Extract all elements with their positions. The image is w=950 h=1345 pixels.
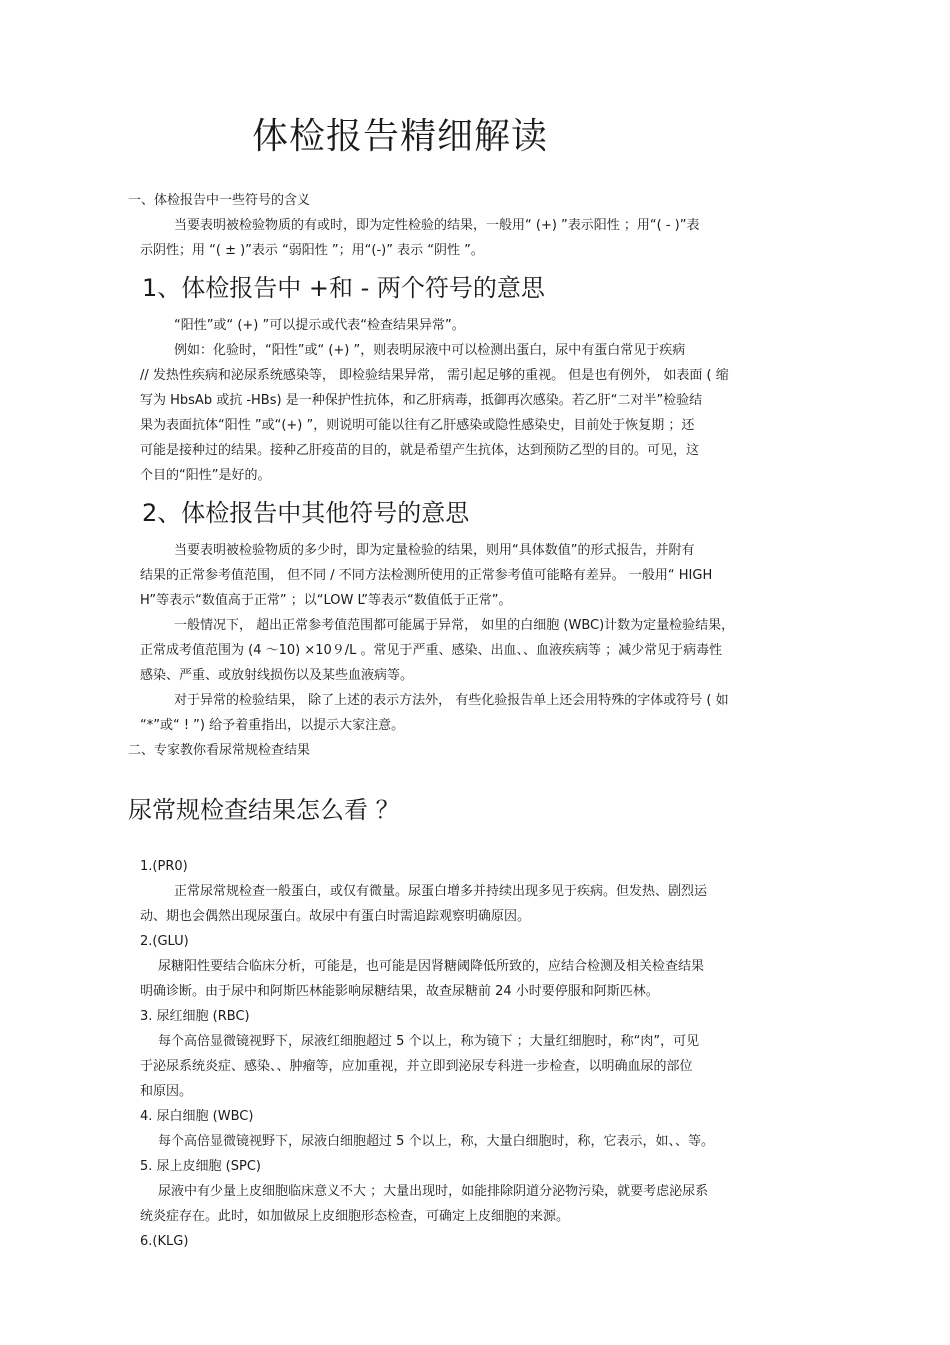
paragraph-line: 于泌尿系统炎症、感染、、肿瘤等，应加重视，并立即到泌尿专科进一步检查，以明确血尿的部位 xyxy=(140,1059,693,1074)
urinalysis-heading: 尿常规检查结果怎么看 ？ xyxy=(128,796,400,824)
paragraph-line: 感染、严重、或放射线损伤以及某些血液病等。 xyxy=(140,668,414,683)
paragraph-line: 可能是接种过的结果。接种乙肝疫苗的目的，就是希望产生抗体，达到预防乙型的目的。可见，这 xyxy=(140,443,700,458)
paragraph-line: // 发热性疾病和泌尿系统感染等， 即检验结果异常， 需引起足够的重视。 但是也有例外， 如表面 ( 缩 xyxy=(140,368,729,383)
paragraph-line: 果为表面抗体“阳性 ”或“(+) ”，则说明可能以往有乙肝感染或隐性感染史，目前处于恢复期 ；还 xyxy=(140,418,695,433)
paragraph-line: 尿液中有少量上皮细胞临床意义不大 ；大量出现时，如能排除阴道分泌物污染，就要考虑泌尿系 xyxy=(158,1184,709,1199)
item-3-heading: 3. 尿红细胞 (RBC) xyxy=(140,1009,250,1024)
paragraph-line: 对于异常的检验结果， 除了上述的表示方法外， 有些化验报告单上还会用特殊的字体或符号 ( 如 xyxy=(174,693,729,708)
item-1-heading: 1.(PR0) xyxy=(140,859,188,874)
paragraph-line: 明确诊断。由于尿中和阿斯匹林能影响尿糖结果，故查尿糖前 24 小时要停服和阿斯匹林。 xyxy=(140,984,659,999)
paragraph-line: 结果的正常参考值范围， 但不同 / 不同方法检测所使用的正常参考值可能略有差异。 一般用“ HIGH xyxy=(140,568,713,583)
item-5-heading: 5. 尿上皮细胞 (SPC) xyxy=(140,1159,261,1174)
item-6-heading: 6.(KLG) xyxy=(140,1234,189,1249)
subsection-1-heading: 1、体检报告中 +和 - 两个符号的意思 xyxy=(142,274,545,302)
paragraph-line: 正常尿常规检查一般蛋白，或仅有微量。尿蛋白增多并持续出现多见于疾病。但发热、剧烈运 xyxy=(174,884,708,899)
paragraph-line: H”等表示“数值高于正常” ；以“LOW L”等表示“数值低于正常”。 xyxy=(140,593,512,608)
paragraph-line: “*”或“ ! ”) 给予着重指出，以提示大家注意。 xyxy=(140,718,405,733)
paragraph-line: 每个高倍显微镜视野下，尿液白细胞超过 5 个以上，称，大量白细胞时，称，它表示，如、、等。 xyxy=(158,1134,715,1149)
section-2-heading: 二、专家教你看尿常规检查结果 xyxy=(128,743,311,758)
paragraph-line: 个目的“阳性”是好的。 xyxy=(140,468,271,483)
paragraph-line: “阳性”或“ (+) ”可以提示或代表“检查结果异常”。 xyxy=(174,318,465,333)
paragraph-line: 动、期也会偶然出现尿蛋白。故尿中有蛋白时需追踪观察明确原因。 xyxy=(140,909,531,924)
paragraph-line: 当要表明被检验物质的有或时，即为定性检验的结果，一般用“ (+) ”表示阳性 ；用“( - )”表 xyxy=(174,218,700,233)
paragraph-line: 每个高倍显微镜视野下，尿液红细胞超过 5 个以上，称为镜下 ；大量红细胞时，称“肉”，可见 xyxy=(158,1034,700,1049)
section-1-heading: 一、体检报告中一些符号的含义 xyxy=(128,193,311,208)
paragraph-line: 一般情况下， 超出正常参考值范围都可能属于异常， 如里的白细胞 (WBC)计数为定量检验结果， xyxy=(174,618,735,633)
subsection-2-heading: 2、体检报告中其他符号的意思 xyxy=(142,499,470,527)
page-title: 体检报告精细解读 xyxy=(252,116,549,157)
paragraph-line: 正常成考值范围为 (4 ～10) ×10９/L 。常见于严重、感染、出血、、血液疾病等 ；减少常见于病毒性 xyxy=(140,643,723,658)
paragraph-line: 尿糖阳性要结合临床分析，可能是，也可能是因肾糖阈降低所致的，应结合检测及相关检查结果 xyxy=(158,959,705,974)
item-2-heading: 2.(GLU) xyxy=(140,934,189,949)
paragraph-line: 和原因。 xyxy=(140,1084,193,1099)
paragraph-line: 例如：化验时，“阳性”或“ (+) ”，则表明尿液中可以检测出蛋白，尿中有蛋白常见于疾病 xyxy=(174,343,686,358)
paragraph-line: 当要表明被检验物质的多少时，即为定量检验的结果，则用“具体数值”的形式报告，并附有 xyxy=(174,543,695,558)
item-4-heading: 4. 尿白细胞 (WBC) xyxy=(140,1109,254,1124)
paragraph-line: 示阴性；用 “( ± )”表示 “弱阳性 ”；用“(-)” 表示 “阴性 ”。 xyxy=(140,243,484,258)
paragraph-line: 统炎症存在。此时，如加做尿上皮细胞形态检查，可确定上皮细胞的来源。 xyxy=(140,1209,570,1224)
paragraph-line: 写为 HbsAb 或抗 -HBs) 是一种保护性抗体，和乙肝病毒，抵御再次感染。若乙肝“二对半”检验结 xyxy=(140,393,703,408)
